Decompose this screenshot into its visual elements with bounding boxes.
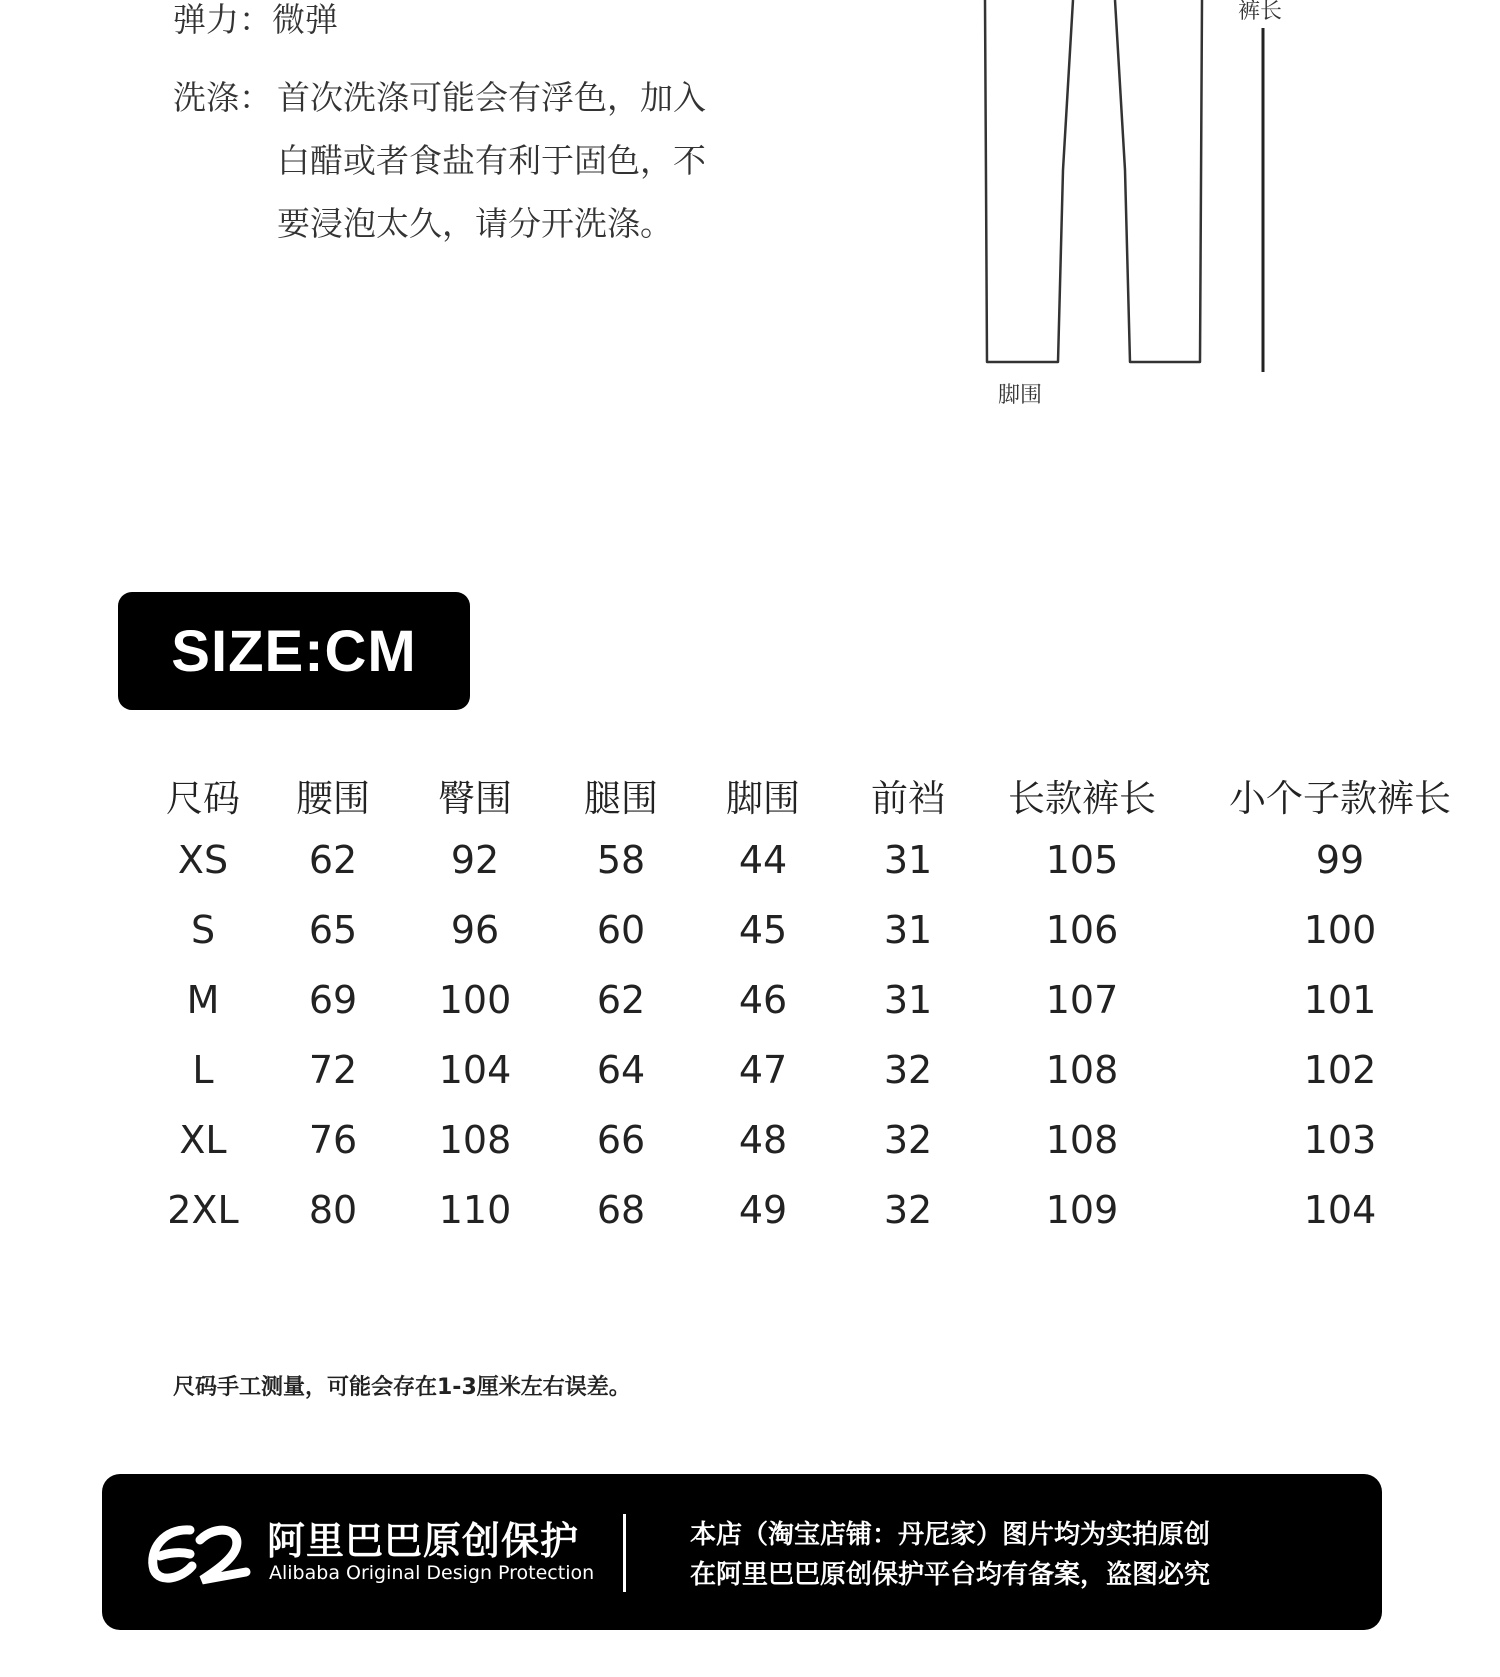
size-table-cell: 96	[450, 908, 500, 952]
size-table-cell: 46	[738, 978, 788, 1022]
length-label: 裤长	[1238, 0, 1283, 24]
size-table-size-cell: L	[192, 1048, 214, 1092]
size-table-cell: 99	[1315, 838, 1365, 882]
size-table-cell: 31	[883, 978, 933, 1022]
size-table-cell: 100	[1303, 908, 1377, 952]
footer-divider	[623, 1514, 626, 1592]
size-table-cell: 31	[883, 908, 933, 952]
washing-line: 白醋或者食盐有利于固色，不	[277, 141, 706, 180]
size-table-cell: 44	[738, 838, 788, 882]
size-table-cell: 32	[883, 1188, 933, 1232]
size-table-header: 前裆	[871, 777, 945, 820]
size-table-cell: 80	[308, 1188, 358, 1232]
size-table-cell: 65	[308, 908, 358, 952]
copyright-line: 本店（淘宝店铺：丹尼家）图片均为实拍原创	[690, 1520, 1211, 1550]
size-table-cell: 49	[738, 1188, 788, 1232]
size-table-cell: 109	[1045, 1188, 1119, 1232]
size-table-cell: 47	[738, 1048, 788, 1092]
size-table-cell: 69	[308, 978, 358, 1022]
size-table-header: 小个子款裤长	[1229, 777, 1451, 820]
size-table-cell: 108	[1045, 1048, 1119, 1092]
size-table-cell: 31	[883, 838, 933, 882]
size-table-header: 腿围	[584, 777, 658, 820]
size-table-cell: 110	[438, 1188, 512, 1232]
size-table-header: 尺码	[166, 777, 240, 820]
copyright-line: 在阿里巴巴原创保护平台均有备案，盗图必究	[690, 1560, 1211, 1590]
size-table-cell: 106	[1045, 908, 1119, 952]
brand-name-cn: 阿里巴巴原创保护	[267, 1519, 580, 1563]
size-table-size-cell: S	[190, 908, 216, 952]
washing-line: 首次洗涤可能会有浮色，加入	[277, 78, 706, 117]
size-table-cell: 72	[308, 1048, 358, 1092]
size-table-cell: 32	[883, 1118, 933, 1162]
size-table-cell: 62	[308, 838, 358, 882]
size-table-cell: 101	[1303, 978, 1377, 1022]
size-table-size-cell: XS	[177, 838, 229, 882]
size-table-cell: 60	[596, 908, 646, 952]
size-table-cell: 76	[308, 1118, 358, 1162]
size-unit-badge: SIZE:CM	[118, 592, 470, 710]
size-table-cell: 64	[596, 1048, 646, 1092]
size-table-cell: 105	[1045, 838, 1119, 882]
size-table-cell: 66	[596, 1118, 646, 1162]
brand-name-en: Alibaba Original Design Protection	[269, 1562, 595, 1584]
size-table-cell: 104	[1303, 1188, 1377, 1232]
size-table-cell: 48	[738, 1118, 788, 1162]
elasticity-label: 弹力：	[173, 0, 272, 39]
size-table-size-cell: M	[186, 978, 220, 1022]
hem-label: 脚围	[998, 383, 1043, 408]
original-protection-banner	[102, 1474, 1382, 1630]
size-table-cell: 108	[1045, 1118, 1119, 1162]
size-table-size-cell: XL	[179, 1118, 227, 1162]
size-table-cell: 100	[438, 978, 512, 1022]
size-table-cell: 32	[883, 1048, 933, 1092]
washing-label: 洗涤：	[173, 78, 272, 117]
size-table-cell: 107	[1045, 978, 1119, 1022]
size-table-cell: 45	[738, 908, 788, 952]
size-table-cell: 68	[596, 1188, 646, 1232]
size-table-header: 臀围	[438, 777, 512, 820]
size-table-header: 腰围	[296, 777, 370, 820]
measurement-note: 尺码手工测量，可能会存在1-3厘米左右误差。	[173, 1375, 631, 1400]
size-table-cell: 103	[1303, 1118, 1377, 1162]
size-table-size-cell: 2XL	[167, 1188, 239, 1232]
size-table-cell: 108	[438, 1118, 512, 1162]
size-table-cell: 104	[438, 1048, 512, 1092]
washing-line: 要浸泡太久，请分开洗涤。	[277, 204, 673, 243]
size-table-cell: 58	[596, 838, 646, 882]
size-table-header: 长款裤长	[1008, 777, 1156, 820]
size-table-cell: 102	[1303, 1048, 1377, 1092]
size-table-header: 脚围	[726, 777, 800, 820]
alibaba-logo-icon	[142, 1514, 252, 1590]
size-table-cell: 92	[450, 838, 500, 882]
size-table-cell: 62	[596, 978, 646, 1022]
elasticity-value: 微弹	[272, 0, 338, 39]
